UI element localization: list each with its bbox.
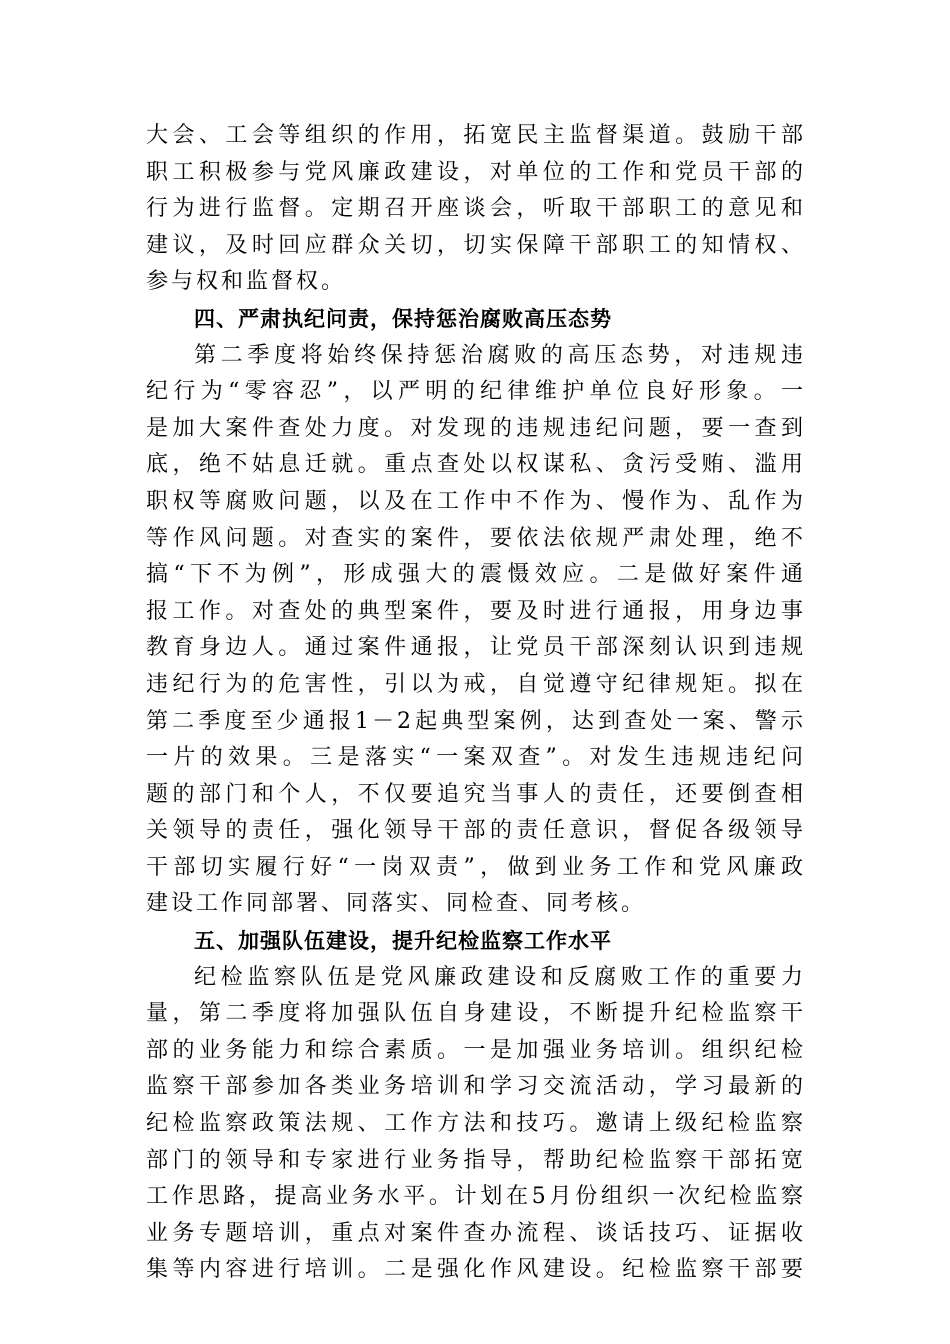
paragraph-intro [146,118,806,301]
text-line: 大会、工会等组织的作用，拓宽民主监督渠道。鼓励干部 [146,123,806,148]
text-line: 建设工作同部署、同落实、同检查、同考核。 [146,891,647,917]
section-heading-4: 四、严肃执纪问责，保持惩治腐败高压态势 [194,306,612,331]
text-line: 报工作。对查处的典型案件，要及时进行通报，用身边事 [146,598,806,624]
text-line: 工作思路，提高业务水平。计划在5月份组织一次纪检监察 [146,1184,806,1210]
text-line: 纪检监察政策法规、工作方法和技巧。邀请上级纪检监察 [146,1111,806,1137]
text-line: 建议，及时回应群众关切，切实保障干部职工的知情权、 [146,232,806,258]
section-heading-5: 五、加强队伍建设，提升纪检监察工作水平 [194,929,612,954]
paragraph-section-5 [146,960,806,1289]
text-line: 违纪行为的危害性，引以为戒，自觉遵守纪律规矩。拟在 [146,671,806,697]
text-line: 部门的领导和专家进行业务指导，帮助纪检监察干部拓宽 [146,1147,806,1173]
text-line: 量，第二季度将加强队伍自身建设，不断提升纪检监察干 [146,1001,806,1027]
text-line: 题的部门和个人，不仅要追究当事人的责任，还要倒查相 [146,781,806,807]
text-line: 纪行为“零容忍”，以严明的纪律维护单位良好形象。一 [146,379,806,405]
text-line: 行为进行监督。定期召开座谈会，听取干部职工的意见和 [146,196,806,222]
text-line: 监察干部参加各类业务培训和学习交流活动，学习最新的 [146,1074,806,1100]
text-line: 部的业务能力和综合素质。一是加强业务培训。组织纪检 [146,1037,806,1063]
text-line: 纪检监察队伍是党风廉政建设和反腐败工作的重要力 [194,964,806,990]
document-page [146,118,806,1289]
text-line: 是加大案件查处力度。对发现的违规违纪问题，要一查到 [146,415,806,441]
text-line: 业务专题培训，重点对案件查办流程、谈话技巧、证据收 [146,1220,806,1246]
text-line: 参与权和监督权。 [146,269,347,295]
text-line: 第二季度将始终保持惩治腐败的高压态势，对违规违 [194,342,806,368]
text-line: 搞“下不为例”，形成强大的震慑效应。二是做好案件通 [146,562,806,588]
text-line: 集等内容进行培训。二是强化作风建设。纪检监察干部要 [146,1257,806,1283]
paragraph-section-4 [146,338,806,924]
text-line: 教育身边人。通过案件通报，让党员干部深刻认识到违规 [146,635,806,661]
text-line: 等作风问题。对查实的案件，要依法依规严肃处理，绝不 [146,525,806,551]
text-line: 一片的效果。三是落实“一案双查”。对发生违规违纪问 [146,745,806,771]
text-line: 关领导的责任，强化领导干部的责任意识，督促各级领导 [146,818,806,844]
text-line: 第二季度至少通报1－2起典型案例，达到查处一案、警示 [146,708,806,734]
text-line: 底，绝不姑息迁就。重点查处以权谋私、贪污受贿、滥用 [146,452,806,478]
text-line: 职权等腐败问题，以及在工作中不作为、慢作为、乱作为 [146,488,806,514]
text-line: 干部切实履行好“一岗双责”，做到业务工作和党风廉政 [146,854,806,880]
text-line: 职工积极参与党风廉政建设，对单位的工作和党员干部的 [146,159,806,185]
